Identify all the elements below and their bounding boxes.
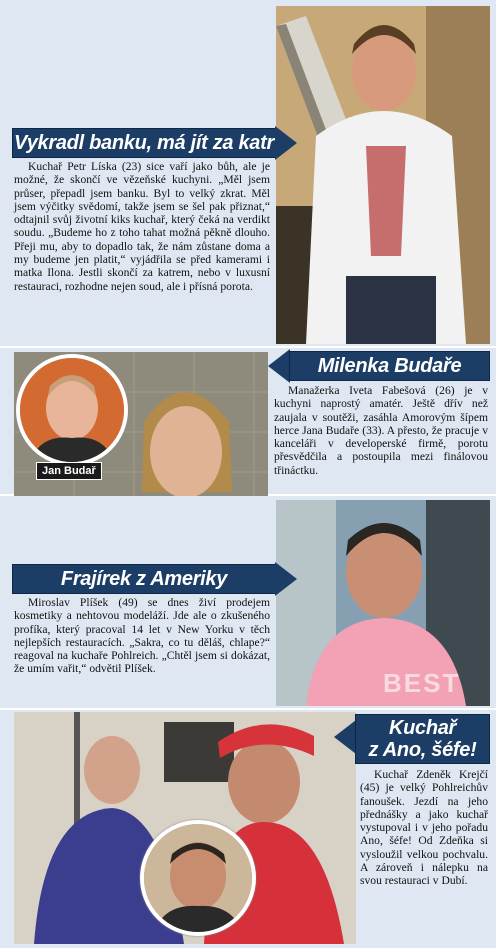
headline-3: Frajírek z Ameriky — [12, 564, 276, 594]
headline-4-line2: z Ano, šéfe! — [368, 739, 477, 761]
article-4-body: Kuchař Zdeněk Krejčí (45) je velký Pohlreichův fanoušek. Jezdí na jeho přednášky a jako kuchař vystupoval i v jeho pořadu Ano, šéfe! Od Zdeňka si vysloužil velkou pochvalu. A zároveň i nálepku na svou restauraci v Dubí. — [360, 768, 488, 888]
banner-2-arrow — [268, 349, 290, 383]
article-bank-robbery — [0, 0, 496, 346]
banner-1-arrow — [275, 126, 297, 160]
inset-caption-jan-budar: Jan Budař — [36, 462, 102, 480]
banner-4-arrow — [334, 720, 356, 754]
article-america — [0, 496, 496, 708]
headline-4-line1: Kuchař — [388, 717, 457, 739]
article-2-body: Manažerka Iveta Fabešová (26) je v kuchyni naprostý amatér. Ještě dřív než zaujala v soutěži, zasáhla Amorovým šípem herce Jana Budaře (33). A přesto, že pracuje v kanceláři v developerské firmě, porotu přesvědčila a postoupila mezi finálovou třináctku. — [274, 384, 488, 477]
article-ano-sefe — [0, 710, 496, 948]
headline-2: Milenka Budaře — [289, 351, 490, 381]
article-budar-lover — [0, 348, 496, 494]
article-3-body: Miroslav Plíšek (49) se dnes živí prodejem kosmetiky a nehtovou modeláží. Jde ale o zkušeného profíka, který pracoval 14 let v New Yorku v těch nejlepších restauracích. „Sakra, co tu děláš, chlape?“ reagoval na kuchaře Pohlreich. „Chtěl jsem si dokázat, že umím vařit,“ odvětil Plíšek. — [14, 596, 270, 676]
article-1-body: Kuchař Petr Líska (23) sice vaří jako bůh, ale je možné, že skončí ve vězeňské kuchyni. „Měl jsem průser, přepadl jsem banku. Byl to velký zkrat. Měl jsem výčitky svědomí, takže jsem se šel pak přiznat,“ odtajnil svůj životní kiks kuchař, který čeká na verdikt soudu. „Budeme ho z toho tahat možná pěkně dlouho. Přeji mu, aby to dopadlo tak, že nám zůstane doma a my budeme jen platit,“ vyjádřila se před kamerami i matka Ilona. Jestli skončí za katrem, nebo v luxusní restauraci, rozhodne nejen soud, ale i přísná porota. — [14, 160, 270, 293]
shirt-print: BEST — [383, 668, 461, 698]
headline-4 — [355, 714, 490, 764]
photo-petr-liska — [276, 6, 490, 344]
banner-3-arrow — [275, 562, 297, 596]
headline-1: Vykradl banku, má jít za katr — [12, 128, 276, 158]
inset-photo-jan-budar — [16, 354, 128, 466]
inset-photo-zdenek-krejci — [140, 820, 256, 936]
